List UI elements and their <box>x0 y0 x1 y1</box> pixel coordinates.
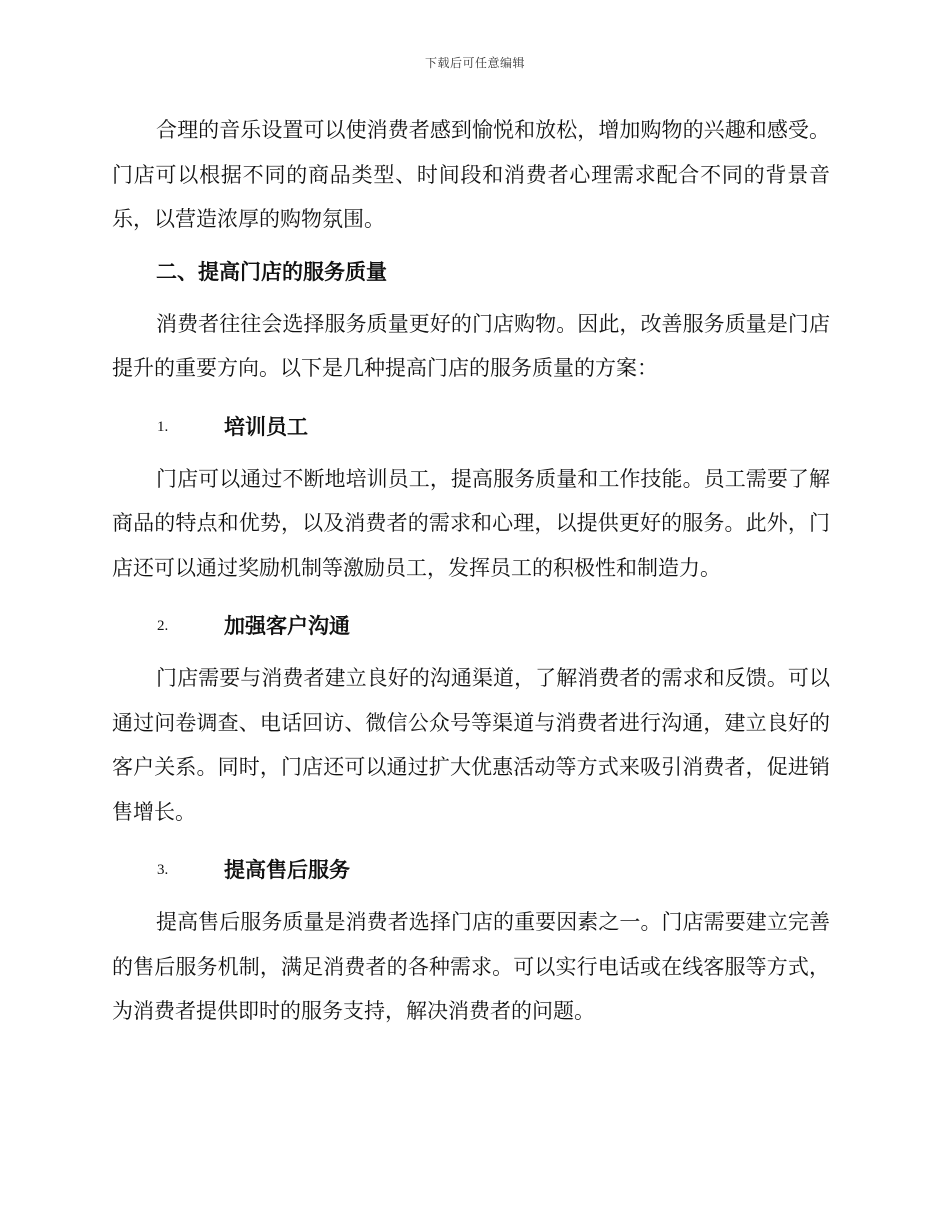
list-item-body: 门店可以通过不断地培训员工，提高服务质量和工作技能。员工需要了解商品的特点和优势，以及消费者的需求和心理，以提供更好的服务。此外，门店还可以通过奖励机制等激励员工，发挥员工的积极性和制造力。 <box>112 466 830 580</box>
list-item-title: 加强客户沟通 <box>224 614 350 638</box>
list-item-title: 培训员工 <box>224 414 308 439</box>
list-item-number: 1. <box>157 418 169 435</box>
list-item-body: 门店需要与消费者建立良好的沟通渠道，了解消费者的需求和反馈。可以通过问卷调查、电话回访、微信公众号等渠道与消费者进行沟通，建立良好的客户关系。同时，门店还可以通过扩大优惠活动等方式来吸引消费者，促进销售增长。 <box>112 666 830 824</box>
paragraph-music: 合理的音乐设置可以使消费者感到愉悦和放松，增加购物的兴趣和感受。门店可以根据不同的商品类型、时间段和消费者心理需求配合不同的背景音乐，以营造浓厚的购物氛围。 <box>112 118 830 231</box>
list-item-number: 3. <box>157 862 169 878</box>
list-item-body: 提高售后服务质量是消费者选择门店的重要因素之一。门店需要建立完善的售后服务机制，满足消费者的各种需求。可以实行电话或在线客服等方式，为消费者提供即时的服务支持，解决消费者的问题。 <box>112 910 830 1023</box>
list-item-number: 2. <box>157 618 169 634</box>
document-body <box>112 108 830 1034</box>
list-item-heading <box>112 604 830 648</box>
list-item-title: 提高售后服务 <box>224 858 350 882</box>
list-item-heading <box>112 848 830 892</box>
page-header: 下载后可任意编辑 <box>424 56 525 70</box>
paragraph-service-intro: 消费者往往会选择服务质量更好的门店购物。因此，改善服务质量是门店提升的重要方向。以下是几种提高门店的服务质量的方案： <box>112 311 830 380</box>
section-heading: 二、提高门店的服务质量 <box>156 259 387 284</box>
list-item-heading <box>112 405 830 449</box>
